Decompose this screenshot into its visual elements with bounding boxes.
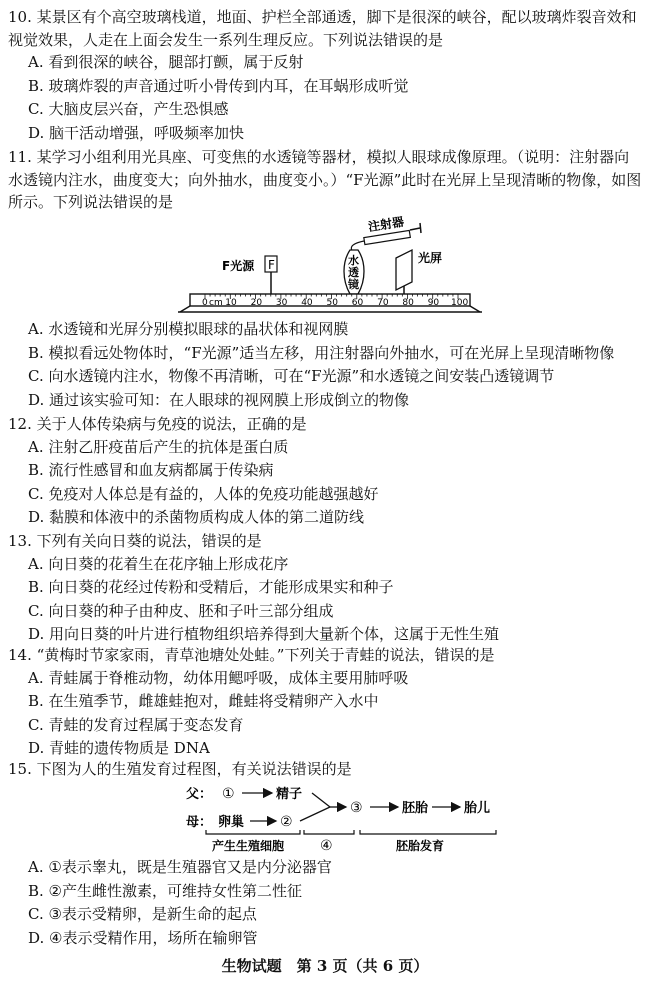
embryo-label: 胚胎 xyxy=(402,801,429,816)
question-10-option-c: C. 大脑皮层兴奋，产生恐惧感 xyxy=(28,100,229,118)
bench-tick-label: 50 xyxy=(326,298,338,308)
question-15 xyxy=(8,758,644,781)
question-14-stem: 14. “黄梅时节家家雨，青草池塘处处蛙。”下列关于青蛙的说法，错误的是 xyxy=(8,646,495,664)
question-12-option-c: C. 免疫对人体总是有益的，人体的免疫功能越强越好 xyxy=(28,484,379,503)
bench-tick-label: 100 xyxy=(451,298,469,308)
question-13 xyxy=(8,530,644,647)
bench-tick-label: 90 xyxy=(427,298,440,308)
label-2: ② xyxy=(280,814,293,830)
question-12 xyxy=(8,413,644,530)
embryo-development-label: 胚胎发育 xyxy=(396,839,445,853)
question-10-option-b: B. 玻璃炸裂的声音通过听小骨传到内耳，在耳蜗形成听觉 xyxy=(28,76,409,95)
water-lens-label-1: 水 xyxy=(348,254,359,267)
question-15-option-b: B. ②产生雌性激素，可维持女性第二性征 xyxy=(28,881,303,900)
question-14-option-b: B. 在生殖季节，雌雄蛙抱对，雌蛙将受精卵产入水中 xyxy=(28,692,379,710)
label-1: ① xyxy=(222,786,235,802)
question-12-option-b: B. 流行性感冒和血友病都属于传染病 xyxy=(28,461,274,479)
screen-label: 光屏 xyxy=(418,251,443,265)
question-10 xyxy=(8,6,644,145)
question-12-stem: 12. 关于人体传染病与免疫的说法，正确的是 xyxy=(8,415,307,433)
question-13-option-c: C. 向日葵的种子由种皮、胚和子叶三部分组成 xyxy=(28,601,334,620)
water-lens-label-3: 镜 xyxy=(348,278,359,291)
question-11-option-d: D. 通过该实验可知：在人眼球的视网膜上形成倒立的物像 xyxy=(28,390,410,409)
question-15-options xyxy=(8,856,644,950)
f-letter: F xyxy=(268,258,275,272)
bench-tick-label: 40 xyxy=(301,298,313,308)
bench-tick-label: 30 xyxy=(275,298,288,308)
question-14-option-c: C. 青蛙的发育过程属于变态发育 xyxy=(28,715,244,734)
bench-tick-label: 80 xyxy=(402,298,414,308)
question-15-stem: 15. 下图为人的生殖发育过程图，有关说法错误的是 xyxy=(8,760,352,778)
question-11-options xyxy=(8,318,644,412)
water-lens-label-2: 透 xyxy=(348,266,359,279)
fetus-label: 胎儿 xyxy=(464,801,491,816)
label-3: ③ xyxy=(350,800,363,816)
ovary-label: 卵巢 xyxy=(218,815,245,830)
optical-bench-figure xyxy=(0,214,650,314)
question-12-option-a: A. 注射乙肝疫苗后产生的抗体是蛋白质 xyxy=(28,437,289,456)
father-label: 父： xyxy=(186,787,213,802)
bench-tick-label: 60 xyxy=(351,298,364,308)
question-14-option-a: A. 青蛙属于脊椎动物，幼体用鳃呼吸，成体主要用肺呼吸 xyxy=(28,668,409,687)
bench-tick-label: 10 xyxy=(225,298,237,308)
question-15-option-d: D. ④表示受精作用，场所在输卵管 xyxy=(28,928,258,947)
question-11-stem: 11. 某学习小组利用光具座、可变焦的水透镜等器材，模拟人眼球成像原理。（说明：注射器向水透镜内注水，曲度变大；向外抽水，曲度变小。）“F光源”此时在光屏上呈现清晰的物像，如图所示。下列说法错误的是 xyxy=(8,148,642,211)
sperm-label: 精子 xyxy=(276,787,303,802)
question-10-option-d: D. 脑干活动增强，呼吸频率加快 xyxy=(28,123,245,142)
question-15-option-a: A. ①表示睾丸，既是生殖器官又是内分泌器官 xyxy=(28,858,332,876)
gamete-production-label: 产生生殖细胞 xyxy=(212,839,285,853)
question-14 xyxy=(8,644,644,761)
question-10-option-a: A. 看到很深的峡谷，腿部打颤，属于反射 xyxy=(28,53,304,71)
question-12-option-d: D. 黏膜和体液中的杀菌物质构成人体的第二道防线 xyxy=(28,508,365,526)
question-10-stem: 10. 某景区有个高空玻璃栈道，地面、护栏全部通透，脚下是很深的峡谷，配以玻璃炸裂音效和视觉效果，人走在上面会发生一系列生理反应。下列说法错误的是 xyxy=(8,8,637,49)
question-14-option-d: D. 青蛙的遗传物质是 DNA xyxy=(28,739,210,757)
f-source-label: F光源 xyxy=(222,259,255,273)
question-11 xyxy=(8,146,644,214)
page-footer: 生物试题 第 3 页（共 6 页） xyxy=(221,957,429,975)
bench-unit-label: cm xyxy=(209,298,223,308)
question-13-option-a: A. 向日葵的花着生在花序轴上形成花序 xyxy=(28,554,289,573)
mother-label: 母： xyxy=(186,815,213,830)
question-13-stem: 13. 下列有关向日葵的说法，错误的是 xyxy=(8,532,262,550)
question-15-option-c: C. ③表示受精卵，是新生命的起点 xyxy=(28,905,257,923)
question-11-option-a: A. 水透镜和光屏分别模拟眼球的晶状体和视网膜 xyxy=(28,320,349,338)
light-screen xyxy=(396,250,412,290)
syringe-label: 注射器 xyxy=(367,214,405,235)
bench-tick-label: 20 xyxy=(250,298,263,308)
question-13-option-b: B. 向日葵的花经过传粉和受精后，才能形成果实和种子 xyxy=(28,578,394,596)
reproduction-diagram xyxy=(0,780,650,854)
bench-tick-label: 70 xyxy=(377,298,389,308)
question-13-option-d: D. 用向日葵的叶片进行植物组织培养得到大量新个体，这属于无性生殖 xyxy=(28,625,500,643)
question-11-option-c: C. 向水透镜内注水，物像不再清晰，可在“F光源”和水透镜之间安装凸透镜调节 xyxy=(28,367,555,385)
bench-tick-label: 0 xyxy=(202,298,208,308)
question-11-option-b: B. 模拟看远处物体时，“F光源”适当左移，用注射器向外抽水，可在光屏上呈现清晰物像 xyxy=(28,343,615,362)
label-4: ④ xyxy=(320,838,333,854)
